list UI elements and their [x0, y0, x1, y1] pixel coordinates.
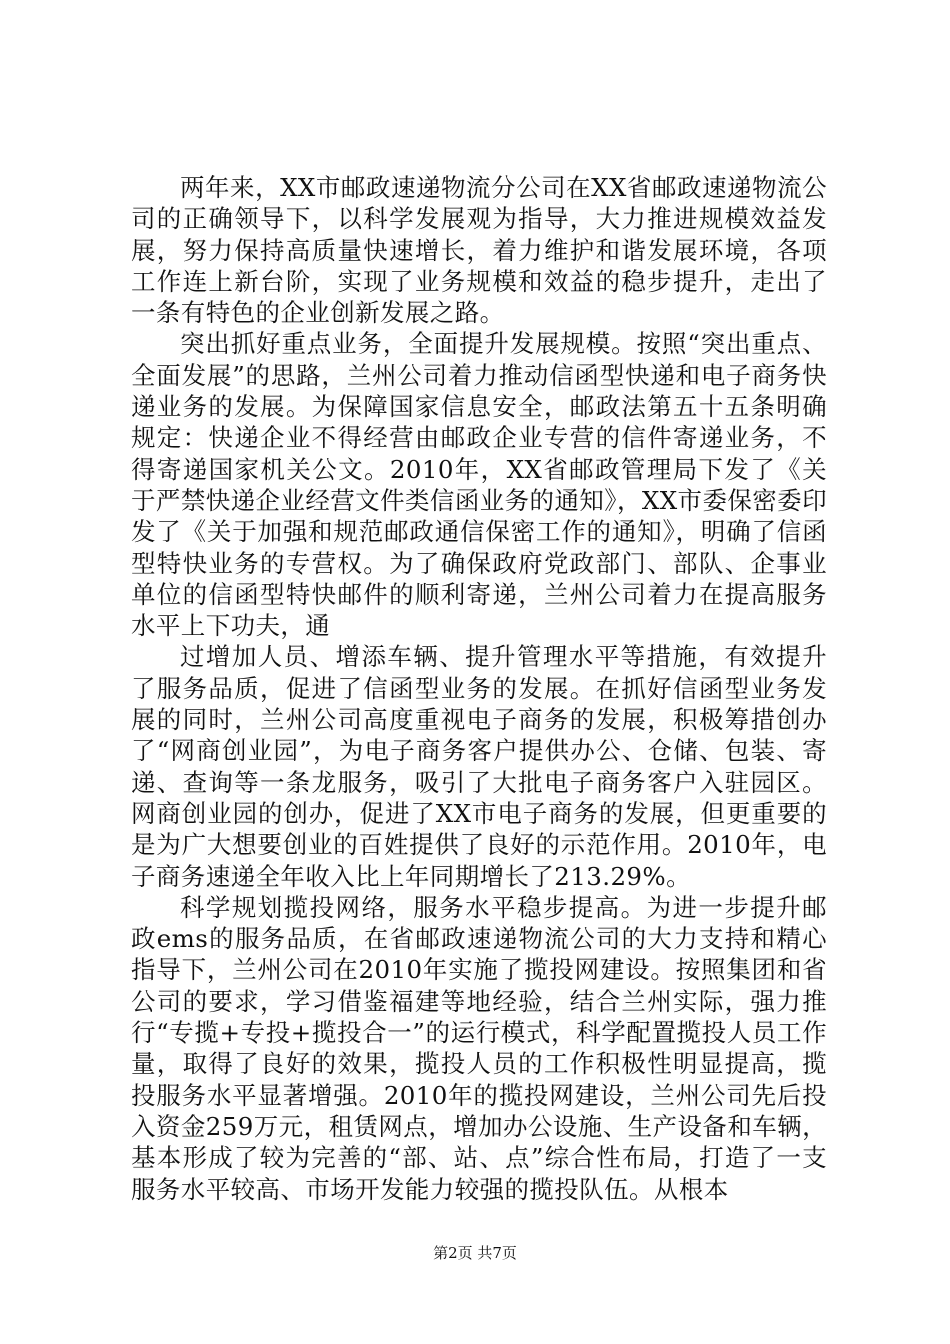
paragraph-service-quality: 过增加人员、增添车辆、提升管理水平等措施，有效提升了服务品质，促进了信函型业务的发展。在抓好信函型业务发展的同时，兰州公司高度重视电子商务的发展，积极筹措创办了“网商创业园”，为电子商务客户提供办公、仓储、包装、寄递、查询等一条龙服务，吸引了大批电子商务客户入驻园区。网商创业园的创办，促进了XX市电子商务的发展，但更重要的是为广大想要创业的百姓提供了良好的示范作用。2010年，电子商务速递全年收入比上年同期增长了213.29%。 — [131, 642, 827, 891]
page-number-footer: 第2页 共7页 — [433, 1244, 517, 1262]
document-body — [131, 172, 827, 1205]
paragraph-network-planning: 科学规划揽投网络，服务水平稳步提高。为进一步提升邮政ems的服务品质，在省邮政速递物流公司的大力支持和精心指导下，兰州公司在2010年实施了揽投网建设。按照集团和省公司的要求，学习借鉴福建等地经验，结合兰州实际，强力推行“专揽+专投+揽投合一”的运行模式，科学配置揽投人员工作量，取得了良好的效果，揽投人员的工作积极性明显提高，揽投服务水平显著增强。2010年的揽投网建设，兰州公司先后投入资金259万元，租赁网点，增加办公设施、生产设备和车辆，基本形成了较为完善的“部、站、点”综合性布局，打造了一支服务水平较高、市场开发能力较强的揽投队伍。从根本 — [131, 892, 827, 1204]
paragraph-key-business: 突出抓好重点业务，全面提升发展规模。按照“突出重点、全面发展”的思路，兰州公司着力推动信函型快递和电子商务快递业务的发展。为保障国家信息安全，邮政法第五十五条明确规定：快递企业不得经营由邮政企业专营的信件寄递业务，不得寄递国家机关公文。2010年，XX省邮政管理局下发了《关于严禁快递企业经营文件类信函业务的通知》，XX市委保密委印发了《关于加强和规范邮政通信保密工作的通知》，明确了信函型特快业务的专营权。为了确保政府党政部门、部队、企事业单位的信函型特快邮件的顺利寄递，兰州公司着力在提高服务水平上下功夫，通 — [131, 329, 827, 641]
paragraph-intro: 两年来，XX市邮政速递物流分公司在XX省邮政速递物流公司的正确领导下，以科学发展观为指导，大力推进规模效益发展，努力保持高质量快速增长，着力维护和谐发展环境，各项工作连上新台阶，实现了业务规模和效益的稳步提升，走出了一条有特色的企业创新发展之路。 — [131, 173, 827, 328]
